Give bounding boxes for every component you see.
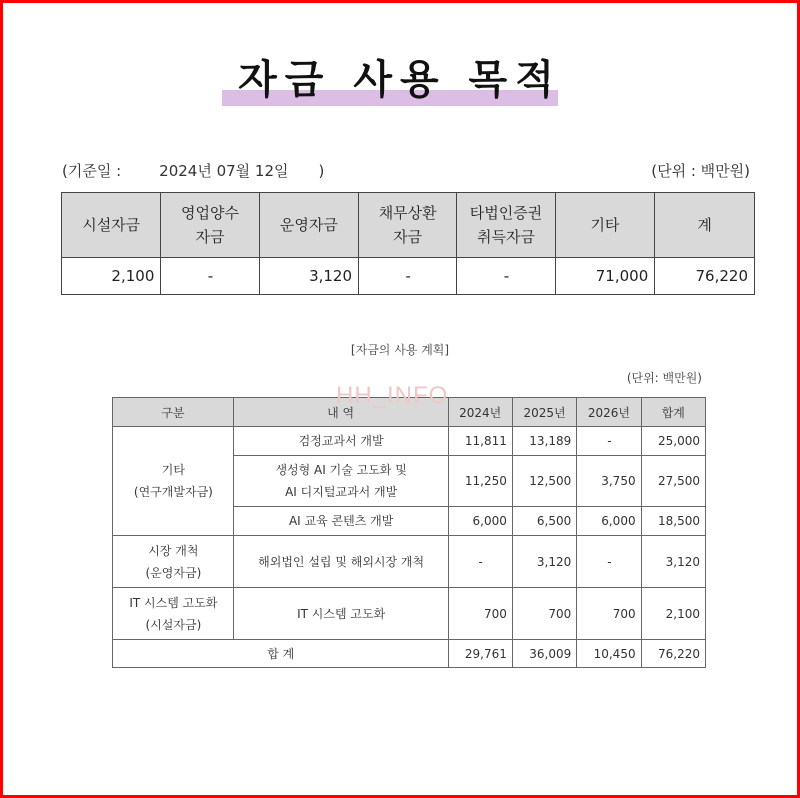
summary-table <box>61 192 755 295</box>
value-cell: 11,250 <box>448 456 512 507</box>
value-cell: 18,500 <box>641 507 705 536</box>
page-title: 자금 사용 목적 <box>238 57 562 103</box>
total-cell: 76,220 <box>641 640 705 668</box>
summary-value-row <box>62 258 755 295</box>
summary-header: 채무상환 자금 <box>359 193 457 258</box>
item-cell: 해외법인 설립 및 해외시장 개척 <box>233 536 448 588</box>
total-label: 합 계 <box>113 640 449 668</box>
basis-date-value: 2024년 07월 12일 <box>159 162 289 180</box>
summary-cell: - <box>457 258 555 295</box>
summary-cell: - <box>359 258 457 295</box>
plan-header: 2024년 <box>448 398 512 427</box>
value-cell: 2,100 <box>641 588 705 640</box>
item-cell: 생성형 AI 기술 고도화 및 AI 디지털교과서 개발 <box>233 456 448 507</box>
value-cell: 27,500 <box>641 456 705 507</box>
value-cell: 700 <box>448 588 512 640</box>
summary-header: 시설자금 <box>62 193 161 258</box>
plan-header: 2026년 <box>577 398 641 427</box>
total-row <box>113 640 706 668</box>
summary-header: 운영자금 <box>259 193 358 258</box>
summary-header: 계 <box>655 193 755 258</box>
summary-header: 영업양수 자금 <box>161 193 259 258</box>
table-row <box>113 427 706 456</box>
value-cell: - <box>577 427 641 456</box>
summary-cell: 3,120 <box>259 258 358 295</box>
value-cell: - <box>448 536 512 588</box>
summary-cell: - <box>161 258 259 295</box>
value-cell: 11,811 <box>448 427 512 456</box>
value-cell: 3,120 <box>641 536 705 588</box>
value-cell: 3,120 <box>512 536 576 588</box>
table-row <box>113 536 706 588</box>
value-cell: 13,189 <box>512 427 576 456</box>
summary-cell: 2,100 <box>62 258 161 295</box>
value-cell: 700 <box>512 588 576 640</box>
plan-caption: [자금의 사용 계획] <box>350 343 450 357</box>
item-cell: 검정교과서 개발 <box>233 427 448 456</box>
total-cell: 29,761 <box>448 640 512 668</box>
title-area <box>0 48 800 105</box>
watermark: HH_INFO <box>336 382 449 409</box>
total-cell: 10,450 <box>577 640 641 668</box>
table-row <box>113 588 706 640</box>
summary-header: 타법인증권 취득자금 <box>457 193 555 258</box>
basis-close: ) <box>318 162 325 180</box>
category-cell: 시장 개척 (운영자금) <box>113 536 234 588</box>
value-cell: 700 <box>577 588 641 640</box>
item-cell: IT 시스템 고도화 <box>233 588 448 640</box>
plan-table <box>112 397 706 668</box>
summary-header-row <box>62 193 755 258</box>
plan-header: 구분 <box>113 398 234 427</box>
value-cell: 3,750 <box>577 456 641 507</box>
value-cell: - <box>577 536 641 588</box>
unit-label-main: (단위 : 백만원) <box>651 162 750 180</box>
unit-label-plan: (단위: 백만원) <box>626 371 702 385</box>
summary-header: 기타 <box>555 193 655 258</box>
total-cell: 36,009 <box>512 640 576 668</box>
item-cell: AI 교육 콘텐츠 개발 <box>233 507 448 536</box>
plan-header: 합계 <box>641 398 705 427</box>
plan-header: 내 역 <box>233 398 448 427</box>
value-cell: 6,000 <box>448 507 512 536</box>
plan-header: 2025년 <box>512 398 576 427</box>
basis-date <box>62 160 324 181</box>
category-cell: 기타 (연구개발자금) <box>113 427 234 536</box>
value-cell: 6,000 <box>577 507 641 536</box>
category-cell: IT 시스템 고도화 (시설자금) <box>113 588 234 640</box>
basis-label: (기준일 : <box>62 162 122 180</box>
value-cell: 25,000 <box>641 427 705 456</box>
value-cell: 6,500 <box>512 507 576 536</box>
summary-cell: 76,220 <box>655 258 755 295</box>
value-cell: 12,500 <box>512 456 576 507</box>
summary-cell: 71,000 <box>555 258 655 295</box>
